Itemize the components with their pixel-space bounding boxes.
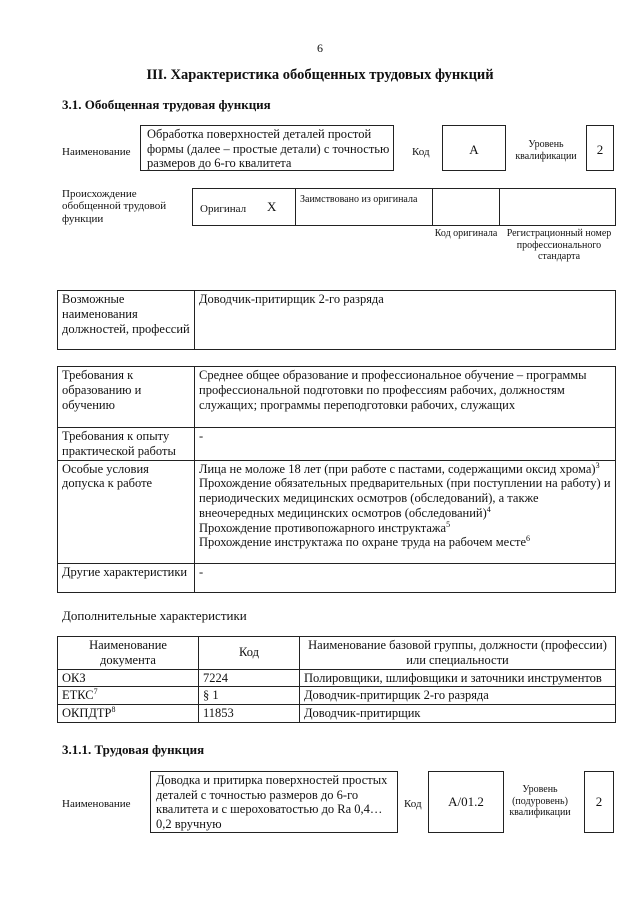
generalized-function-heading: 3.1. Обобщенная трудовая функция: [62, 97, 271, 112]
row-doc: ЕТКС$^7$: [58, 687, 199, 705]
origin-divider-1: [295, 188, 296, 226]
level-value: 2: [596, 142, 604, 157]
special-condition-item: Прохождение противопожарного инструктажа$^5$: [199, 519, 451, 535]
section-title: III. Характеристика обобщенных трудовых функций: [146, 67, 494, 83]
experience-value: -: [195, 428, 616, 461]
other-characteristics-value: -: [195, 563, 616, 592]
table-row: [58, 669, 616, 687]
special-conditions-value: [195, 460, 616, 563]
original-mark: X: [267, 199, 277, 214]
level-label: Уровень квалификации: [515, 139, 577, 162]
positions-label: Возможные наименования должностей, профессий: [58, 291, 195, 350]
additional-heading: Дополнительные характеристики: [62, 608, 247, 623]
function-name-label: Наименование: [62, 798, 131, 810]
table-row: [58, 705, 616, 723]
function-name-value: Доводка и притирка поверхностей простых деталей с точностью размеров до 6-го квалитета и с шероховатостью до Ra 0,4…0,2 вручную: [156, 773, 388, 831]
function-name-box: [150, 771, 398, 833]
code-label: Код: [412, 146, 430, 158]
row-code: § 1: [199, 687, 300, 705]
row-doc: ОКЗ: [58, 669, 199, 687]
name-value: Обработка поверхностей деталей простой формы (далее – простые детали) с точностью размеров до 6-го квалитета: [147, 127, 390, 171]
row-name: Доводчик-притирщик: [300, 705, 616, 723]
additional-table: [57, 636, 616, 723]
code-value: A: [469, 142, 479, 157]
origin-divider-3: [499, 188, 500, 226]
requirements-table: [57, 366, 616, 593]
function-code-label: Код: [404, 798, 422, 810]
table-row: [58, 687, 616, 705]
special-condition-item: Лица не моложе 18 лет (при работе с пастами, содержащими оксид хрома)$^3$: [199, 460, 600, 476]
page-number: 6: [317, 41, 323, 55]
reg-number-caption: Регистрационный номер профессионального стандарта: [506, 228, 612, 262]
col-header-name: Наименование базовой группы, должности (профессии) или специальности: [300, 637, 616, 670]
code-value-box: [442, 125, 506, 171]
function-level-value: 2: [595, 794, 603, 809]
education-label: Требования к образованию и обучению: [58, 367, 195, 428]
function-code-value: A/01.2: [448, 794, 484, 809]
positions-table: [57, 290, 616, 350]
row-name: Доводчик-притирщик 2-го разряда: [300, 687, 616, 705]
origin-divider-2: [432, 188, 433, 226]
experience-label: Требования к опыту практической работы: [58, 428, 195, 461]
row-code: 7224: [199, 669, 300, 687]
name-label: Наименование: [62, 146, 131, 158]
borrowed-label: Заимствовано из оригинала: [300, 194, 418, 205]
education-value: Среднее общее образование и профессиональное обучение – программы профессиональной подготовки по профессиям рабочих, должностям служащих; программы переподготовки рабочих, служащих: [195, 367, 616, 428]
labor-function-heading: 3.1.1. Трудовая функция: [62, 742, 205, 757]
origin-label: Происхождение обобщенной трудовой функции: [62, 188, 167, 225]
function-level-box: [584, 771, 614, 833]
other-characteristics-label: Другие характеристики: [58, 563, 195, 592]
special-condition-item: Прохождение обязательных предварительных (при поступлении на работу) и периодических медицинских осмотров (обследований), а также внеочередных медицинских осмотров (обследований)$^4$: [199, 476, 611, 520]
col-header-code: Код: [199, 637, 300, 670]
col-header-document: Наименование документа: [58, 637, 199, 670]
level-value-box: [586, 125, 614, 171]
row-code: 11853: [199, 705, 300, 723]
row-name: Полировщики, шлифовщики и заточники инструментов: [300, 669, 616, 687]
special-condition-item: Прохождение инструктажа по охране труда на рабочем месте$^6$: [199, 534, 531, 550]
original-label: Оригинал: [200, 203, 247, 215]
special-conditions-label: Особые условия допуска к работе: [58, 460, 195, 563]
function-level-label: Уровень (подуровень) квалификации: [509, 784, 571, 818]
positions-value: Доводчик-притирщик 2-го разряда: [195, 291, 616, 350]
name-value-box: [140, 125, 394, 171]
code-original-caption: Код оригинала: [434, 228, 498, 239]
function-code-box: [428, 771, 504, 833]
row-doc: ОКПДТР$^8$: [58, 705, 199, 723]
